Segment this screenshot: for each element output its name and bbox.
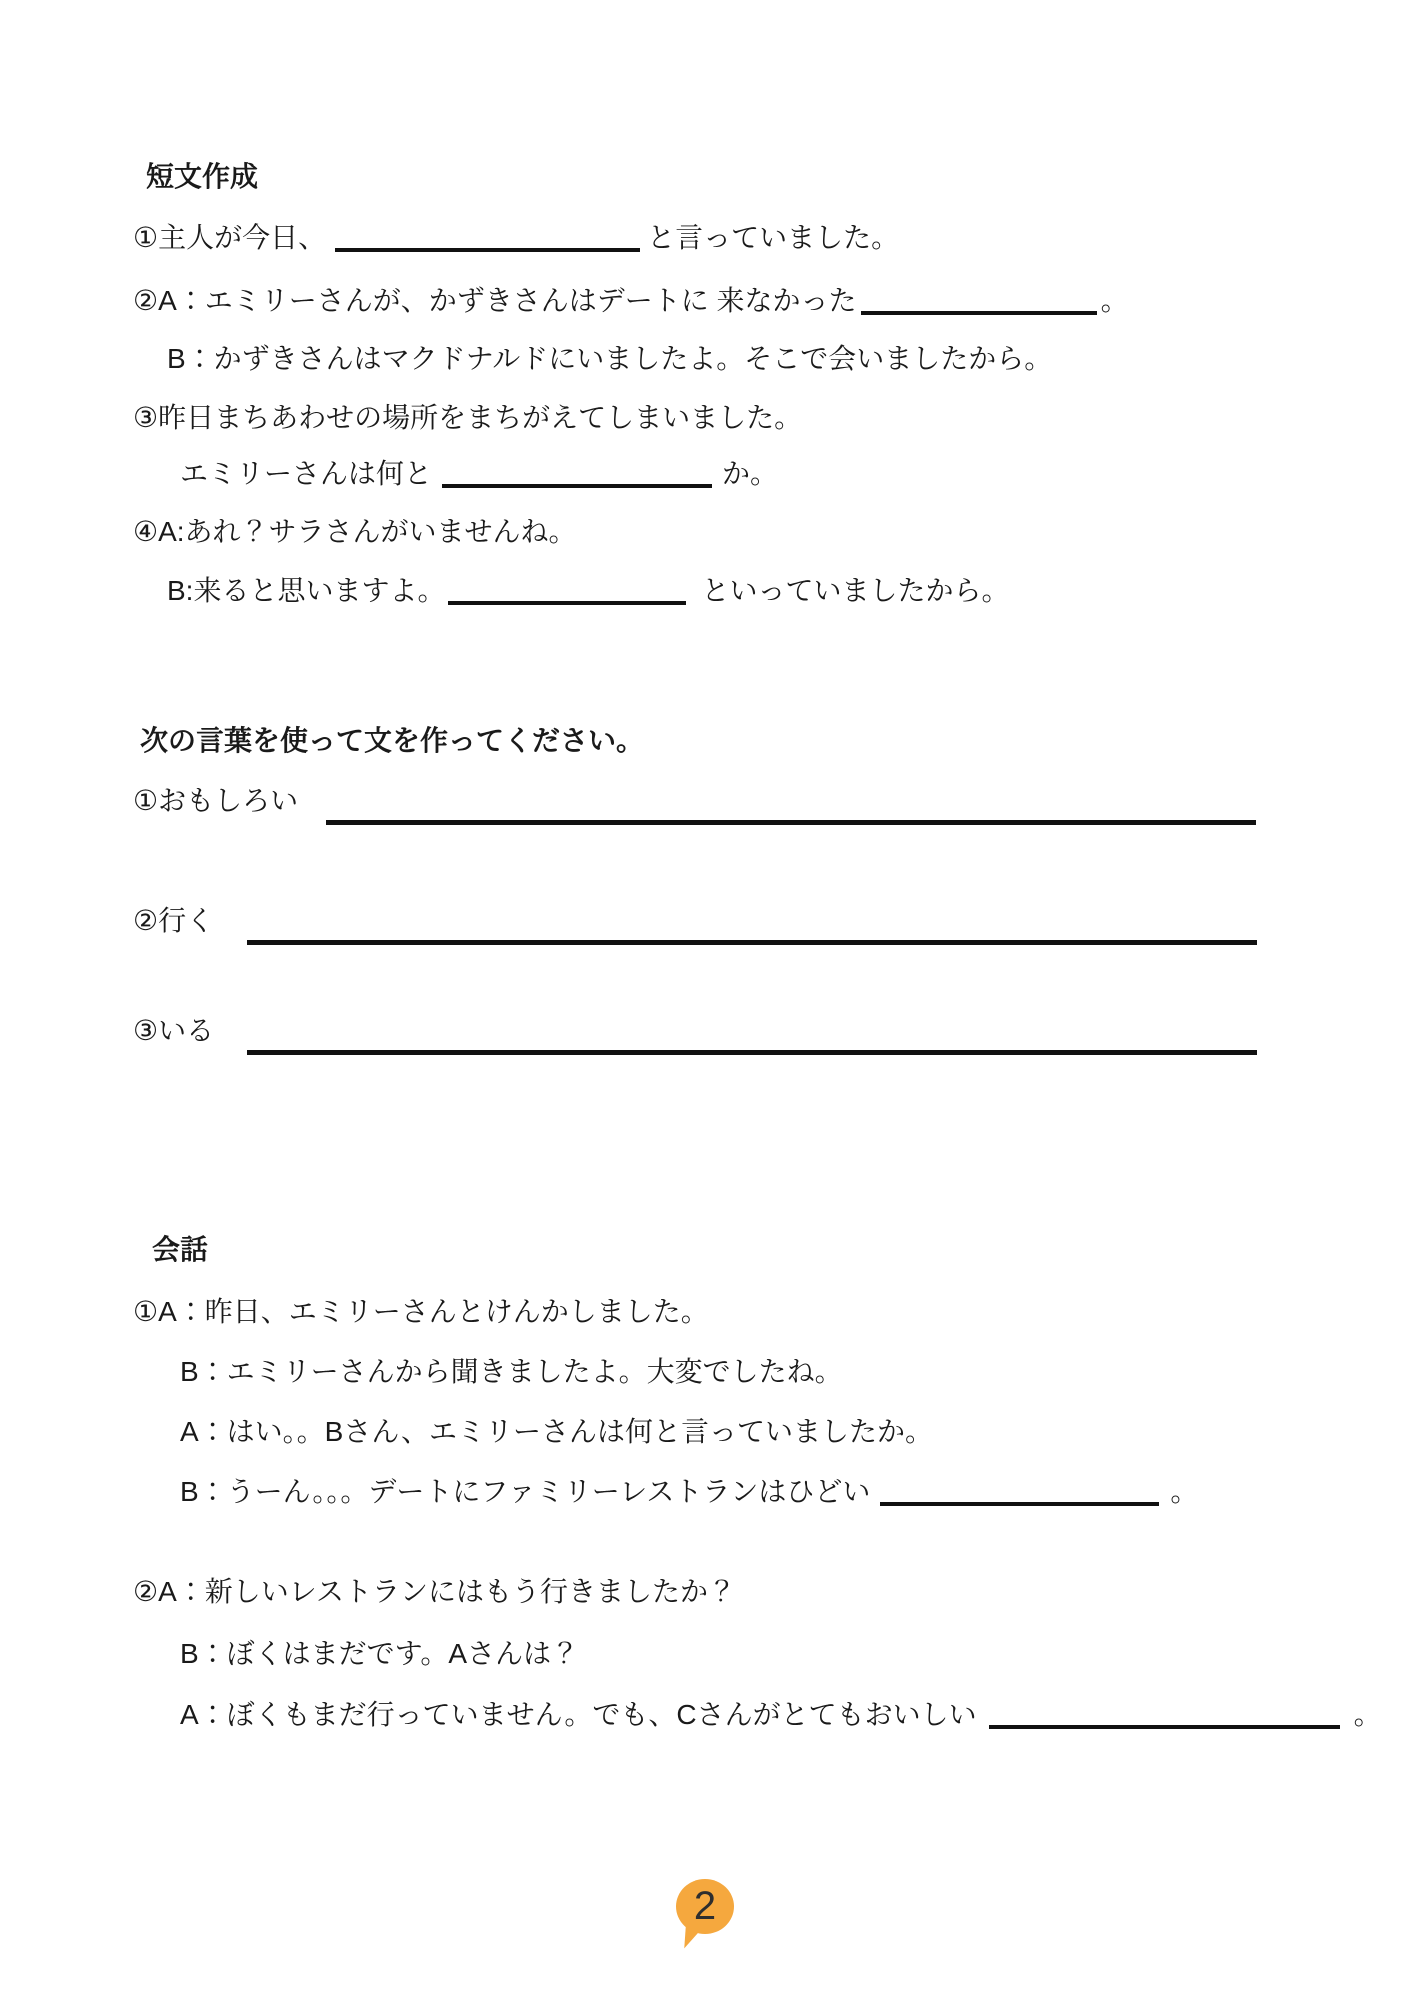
answer-blank xyxy=(861,311,1097,315)
dialogue-line xyxy=(133,1576,736,1608)
page-number: 2 xyxy=(693,1883,717,1928)
answer-blank xyxy=(335,248,640,252)
answer-blank xyxy=(442,484,712,488)
exercise-line xyxy=(167,343,1052,375)
answer-blank xyxy=(880,1502,1159,1506)
sentence-post: 。 xyxy=(1100,285,1129,316)
section-title-tanbun-sakusei: 短文作成 xyxy=(146,161,259,192)
sentence-text: B：ぼくはまだです。Aさんは？ xyxy=(180,1638,580,1669)
dialogue-line xyxy=(180,1699,1382,1731)
sentence-pre: ②A：エミリーさんが、かずきさんはデートに 来なかった xyxy=(133,285,857,316)
sentence-text: A：はい。。Bさん、エミリーさんは何と言っていましたか。 xyxy=(180,1416,934,1447)
answer-blank xyxy=(247,940,1257,945)
section-title-make-sentences: 次の言葉を使って文を作ってください。 xyxy=(140,725,645,756)
sentence-post: 。 xyxy=(1170,1476,1199,1507)
prompt-word: ②行く xyxy=(133,905,215,936)
answer-blank xyxy=(247,1050,1257,1055)
sentence-text: ②A：新しいレストランにはもう行きましたか？ xyxy=(133,1576,736,1607)
sentence-pre: B：うーん。。。デートにファミリーレストランはひどい xyxy=(180,1476,871,1507)
exercise-line xyxy=(133,402,802,434)
prompt-word: ③いる xyxy=(133,1015,215,1046)
page-number-bubble xyxy=(676,1879,734,1934)
sentence-pre: エミリーさんは何と xyxy=(180,458,433,489)
section-title-kaiwa: 会話 xyxy=(152,1234,209,1265)
exercise-line xyxy=(133,1015,1257,1055)
exercise-line xyxy=(133,785,1256,825)
answer-blank xyxy=(448,601,686,605)
answer-blank xyxy=(989,1725,1340,1729)
sentence-post: 。 xyxy=(1353,1699,1382,1730)
sentence-post: と言っていました。 xyxy=(647,222,900,253)
exercise-line xyxy=(133,285,1129,317)
sentence-pre: A：ぼくもまだ行っていません。でも、Cさんがとてもおいしい xyxy=(180,1699,977,1730)
sentence-text: ①A：昨日、エミリーさんとけんかしました。 xyxy=(133,1296,709,1327)
dialogue-line xyxy=(180,1416,933,1448)
dialogue-line xyxy=(133,1296,709,1328)
dialogue-line xyxy=(180,1638,579,1670)
exercise-line xyxy=(180,458,778,490)
prompt-word: ①おもしろい xyxy=(133,785,299,816)
exercise-line xyxy=(133,222,899,254)
sentence-pre: B:来ると思いますよ。 xyxy=(167,575,446,606)
exercise-line xyxy=(133,516,577,548)
exercise-line xyxy=(133,905,1257,945)
sentence-post: か。 xyxy=(722,458,779,489)
exercise-line xyxy=(167,575,1009,607)
sentence-text: ③昨日まちあわせの場所をまちがえてしまいました。 xyxy=(133,402,803,433)
dialogue-line xyxy=(180,1476,1198,1508)
sentence-text: ④A:あれ？サラさんがいませんね。 xyxy=(133,516,577,547)
sentence-post: といっていましたから。 xyxy=(701,575,1010,606)
answer-blank xyxy=(326,820,1256,825)
sentence-text: B：エミリーさんから聞きましたよ。大変でしたね。 xyxy=(180,1356,843,1387)
dialogue-line xyxy=(180,1356,843,1388)
sentence-pre: ①主人が今日、 xyxy=(133,222,327,253)
sentence-text: B：かずきさんはマクドナルドにいましたよ。そこで会いましたから。 xyxy=(167,343,1053,374)
